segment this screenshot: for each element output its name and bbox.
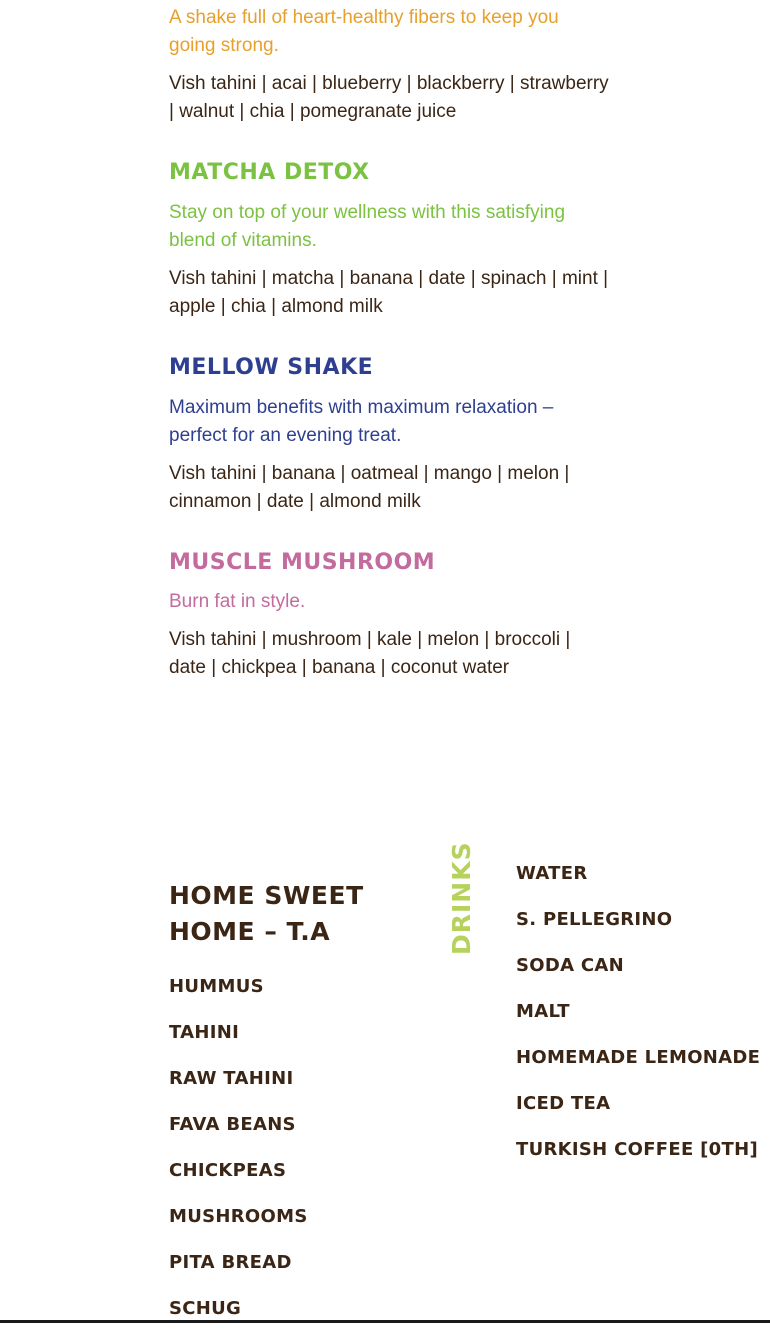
shake-ingredients: Vish tahini | matcha | banana | date | spinach | mint | apple | chia | almond milk — [169, 268, 609, 317]
list-item[interactable]: S. PELLEGRINO — [516, 909, 673, 930]
list-item[interactable]: WATER — [516, 863, 588, 884]
list-item[interactable]: RAW TAHINI — [169, 1068, 294, 1089]
drinks-list — [516, 851, 760, 1173]
list-item[interactable]: TURKISH COFFEE [0TH] — [516, 1139, 758, 1160]
shake-description: Burn fat in style. — [169, 591, 306, 612]
list-item[interactable]: SODA CAN — [516, 955, 625, 976]
shake-item-muscle-mushroom — [169, 549, 609, 682]
list-item[interactable]: HOMEMADE LEMONADE — [516, 1047, 761, 1068]
home-sweet-home-list — [169, 964, 308, 1332]
shake-description: A shake full of heart-healthy fibers to keep you going strong. — [169, 7, 559, 56]
list-item[interactable]: CHICKPEAS — [169, 1160, 287, 1181]
shake-description: Stay on top of your wellness with this satisfying blend of vitamins. — [169, 202, 566, 251]
list-item[interactable]: MUSHROOMS — [169, 1206, 308, 1227]
shake-ingredients: Vish tahini | mushroom | kale | melon | broccoli | date | chickpea | banana | coconut water — [169, 629, 571, 678]
drinks-label: DRINKS — [447, 841, 476, 955]
shake-item-berry — [169, 4, 609, 126]
list-item[interactable]: MALT — [516, 1001, 570, 1022]
home-sweet-home-title: HOME SWEET HOME – T.A — [169, 881, 364, 946]
list-item[interactable]: PITA BREAD — [169, 1252, 292, 1273]
list-item[interactable]: ICED TEA — [516, 1093, 611, 1114]
shake-title: MATCHA DETOX — [169, 160, 370, 185]
shake-item-mellow-shake — [169, 354, 609, 516]
shake-title: MELLOW SHAKE — [169, 355, 374, 380]
shake-description: Maximum benefits with maximum relaxation – perfect for an evening treat. — [169, 397, 554, 446]
shake-item-matcha-detox — [169, 159, 609, 321]
list-item[interactable]: FAVA BEANS — [169, 1114, 296, 1135]
list-item[interactable]: TAHINI — [169, 1022, 240, 1043]
shake-ingredients: Vish tahini | acai | blueberry | blackberry | strawberry | walnut | chia | pomegranate juice — [169, 73, 609, 122]
shake-ingredients: Vish tahini | banana | oatmeal | mango | melon | cinnamon | date | almond milk — [169, 463, 570, 512]
list-item[interactable]: HUMMUS — [169, 976, 264, 997]
list-item[interactable]: SCHUG — [169, 1298, 242, 1319]
shake-title: MUSCLE MUSHROOM — [169, 550, 436, 575]
